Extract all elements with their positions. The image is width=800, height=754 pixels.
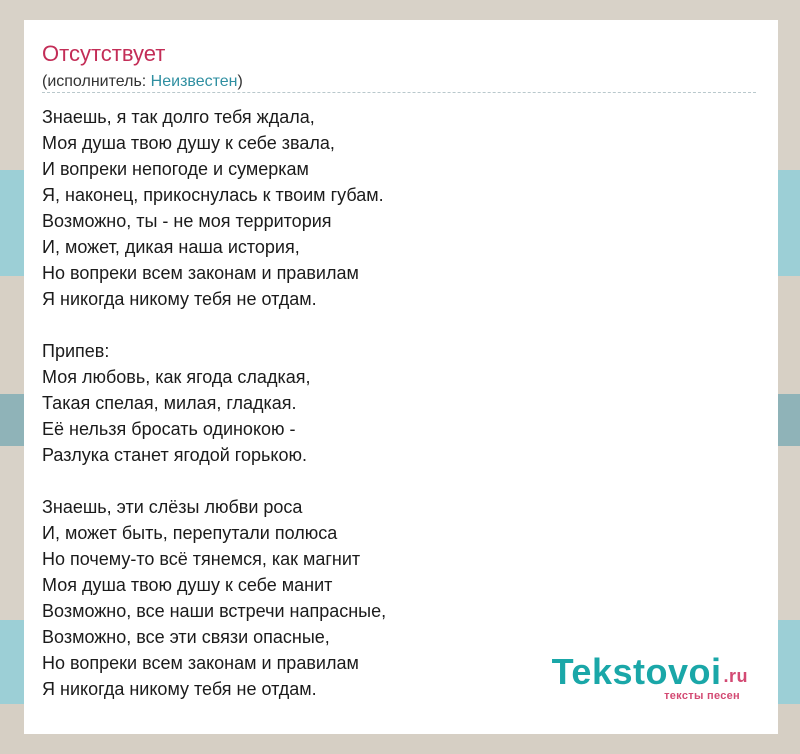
title-divider (42, 92, 756, 93)
lyrics-line: Возможно, ты - не моя территория (42, 211, 332, 231)
lyrics-line: И, может, дикая наша история, (42, 237, 300, 257)
lyrics-card (24, 20, 778, 734)
artist-prefix: (исполнитель: (42, 73, 151, 90)
lyrics-line: Знаешь, я так долго тебя ждала, (42, 107, 315, 127)
lyrics-line: И, может быть, перепутали полюса (42, 523, 338, 543)
lyrics-line: И вопреки непогоде и сумеркам (42, 159, 309, 179)
lyrics-line: Такая спелая, милая, гладкая. (42, 393, 297, 413)
lyrics-line: Но почему-то всё тянемся, как магнит (42, 549, 361, 569)
artist-link[interactable]: Неизвестен (150, 73, 238, 90)
lyrics-blank-line (42, 468, 742, 494)
lyrics-line: Я никогда никому тебя не отдам. (42, 289, 317, 309)
lyrics-line: Но вопреки всем законам и правилам (42, 653, 359, 673)
lyrics-line: Возможно, все эти связи опасные, (42, 627, 330, 647)
logo-wordmark (551, 651, 748, 692)
artist-suffix: ) (237, 73, 243, 90)
logo-main-text: Tekstovoi (551, 651, 722, 692)
logo-domain: .ru (723, 666, 748, 686)
lyrics-line: Я, наконец, прикоснулась к твоим губам. (42, 185, 384, 205)
lyrics-line: Я никогда никому тебя не отдам. (42, 679, 317, 699)
lyrics-line: Её нельзя бросать одинокою - (42, 419, 296, 439)
lyrics-blank-line (42, 312, 742, 338)
artist-line (42, 74, 243, 90)
site-logo[interactable] (548, 651, 748, 706)
lyrics-line: Разлука станет ягодой горькою. (42, 445, 307, 465)
song-title: Отсутствует (42, 41, 166, 66)
lyrics-line: Моя душа твою душу к себе звала, (42, 133, 335, 153)
lyrics-line: Но вопреки всем законам и правилам (42, 263, 359, 283)
lyrics-line: Моя любовь, как ягода сладкая, (42, 367, 311, 387)
lyrics-line: Моя душа твою душу к себе манит (42, 575, 333, 595)
lyrics-line: Возможно, все наши встречи напрасные, (42, 601, 387, 621)
lyrics-line: Знаешь, эти слёзы любви роса (42, 497, 303, 517)
lyrics-body (42, 104, 742, 702)
lyrics-line: Припев: (42, 341, 110, 361)
logo-subtitle: тексты песен (664, 690, 740, 702)
